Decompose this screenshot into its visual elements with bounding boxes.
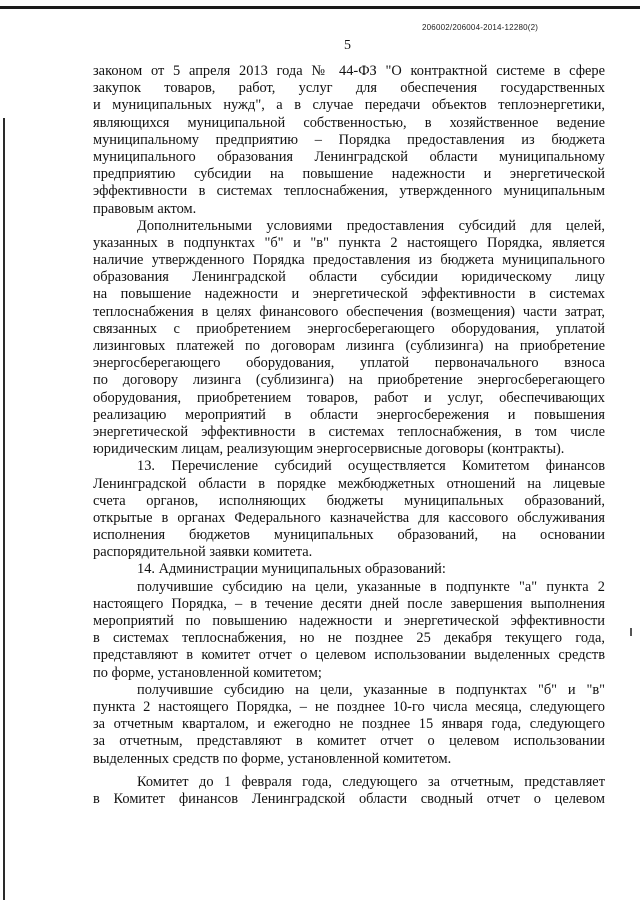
text-line: 13. Перечисление субсидий осуществляется Комитетом финансов: [137, 458, 605, 475]
top-border-line: [0, 6, 640, 9]
text-line: за отчетным кварталом, и ежегодно не позднее 15 января года, следующего: [93, 716, 605, 733]
text-line: Комитет до 1 февраля года, следующего за отчетным, представляет: [137, 773, 605, 790]
text-line: являющихся муниципальной собственностью, в хозяйственное ведение: [93, 114, 605, 131]
text-line: по форме, установленной комитетом;: [93, 664, 322, 681]
text-line: энергетической эффективности в системах теплоснабжения, в том числе: [93, 423, 605, 440]
text-line: муниципальному предприятию – Порядка предоставления из бюджета: [93, 131, 605, 148]
paragraph: [93, 218, 605, 459]
text-line: настоящего Порядка, – в течение десяти дней после завершения выполнения: [93, 595, 605, 612]
text-line: и муниципальных нужд", а в случае передачи объектов теплоэнергетики,: [93, 97, 605, 114]
text-line: мероприятий по повышению надежности и энергетической эффективности: [93, 613, 605, 629]
text-line: оборудования, приобретением товаров, работ и услуг, обеспечивающих: [93, 389, 605, 406]
paragraph: [93, 682, 605, 768]
paragraph: [93, 561, 605, 578]
text-line: теплоснабжения в целях финансового обеспечения (возмещения) части затрат,: [93, 303, 605, 320]
text-line: по договору лизинга (сублизинга) на приобретение энергосберегающего: [93, 372, 605, 389]
text-line: муниципального образования Ленинградской области муниципальному: [93, 148, 605, 165]
text-line: закупок товаров, работ, услуг для обеспечения государственных: [93, 80, 605, 97]
text-line: получившие субсидию на цели, указанные в подпункте "а" пункта 2: [137, 578, 605, 595]
text-line: энергосберегающего оборудования, уплатой первоначального взноса: [93, 355, 605, 372]
scan-margin-line: [3, 118, 5, 900]
document-body: [93, 63, 605, 808]
text-line: предприятию субсидии на повышение надежности и энергетической: [93, 166, 605, 183]
document-id: 206002/206004-2014-12280(2): [422, 23, 539, 32]
text-line: исполнения бюджетов муниципальных образований, на основании: [93, 527, 605, 544]
text-line: правовым актом.: [93, 200, 197, 217]
text-line: получившие субсидию на цели, указанные в подпунктах "б" и "в": [137, 681, 605, 698]
text-line: в системах теплоснабжения, но не позднее 25 декабря текущего года,: [93, 630, 605, 647]
text-line: за отчетным, представляют в комитет отчет о целевом использовании: [93, 733, 605, 750]
paragraph: [93, 774, 605, 808]
text-line: образования Ленинградской области субсидии юридическому лицу: [93, 269, 605, 286]
text-line: на повышение надежности и энергетической эффективности в системах: [93, 286, 605, 303]
text-line: эффективности в системах теплоснабжения, утвержденного муниципальным: [93, 183, 605, 200]
text-line: лизинговых платежей по договорам лизинга (сублизинга) на приобретение: [93, 338, 605, 354]
text-line: счета органов, исполняющих бюджеты муниципальных образований,: [93, 492, 605, 509]
text-line: Дополнительными условиями предоставления субсидий для целей,: [137, 217, 605, 234]
page-number: 5: [344, 38, 351, 53]
text-line: связанных с приобретением энергосберегающего оборудования, уплатой: [93, 320, 605, 337]
text-line: указанных в подпунктах "б" и "в" пункта 2 настоящего Порядка, является: [93, 234, 605, 251]
text-line: выделенных средств по форме, установленной комитетом.: [93, 750, 452, 767]
text-line: распорядительной заявки комитета.: [93, 544, 313, 561]
text-line: юридическим лицам, реализующим энергосервисные договоры (контракты).: [93, 441, 565, 458]
text-line: реализацию мероприятий в области энергосбережения и повышения: [93, 406, 605, 423]
text-line: пункта 2 настоящего Порядка, – не позднее 10-го числа месяца, следующего: [93, 698, 605, 715]
text-line: законом от 5 апреля 2013 года № 44-ФЗ "О контрактной системе в сфере: [93, 63, 605, 79]
text-line: наличие утвержденного Порядка предоставления из бюджета муниципального: [93, 252, 605, 269]
text-line: в Комитет финансов Ленинградской области сводный отчет о целевом: [93, 790, 605, 807]
paragraph: [93, 458, 605, 561]
text-line: представляют в комитет отчет о целевом использовании выделенных средств: [93, 647, 605, 664]
scan-speck: [630, 628, 632, 636]
text-line: открытые в органах Федерального казначейства для кассового обслуживания: [93, 509, 605, 526]
text-line: 14. Администрации муниципальных образований:: [137, 561, 446, 578]
paragraph: [93, 63, 605, 218]
text-line: Ленинградской области в порядке межбюджетных отношений на лицевые: [93, 475, 605, 492]
paragraph: [93, 579, 605, 682]
